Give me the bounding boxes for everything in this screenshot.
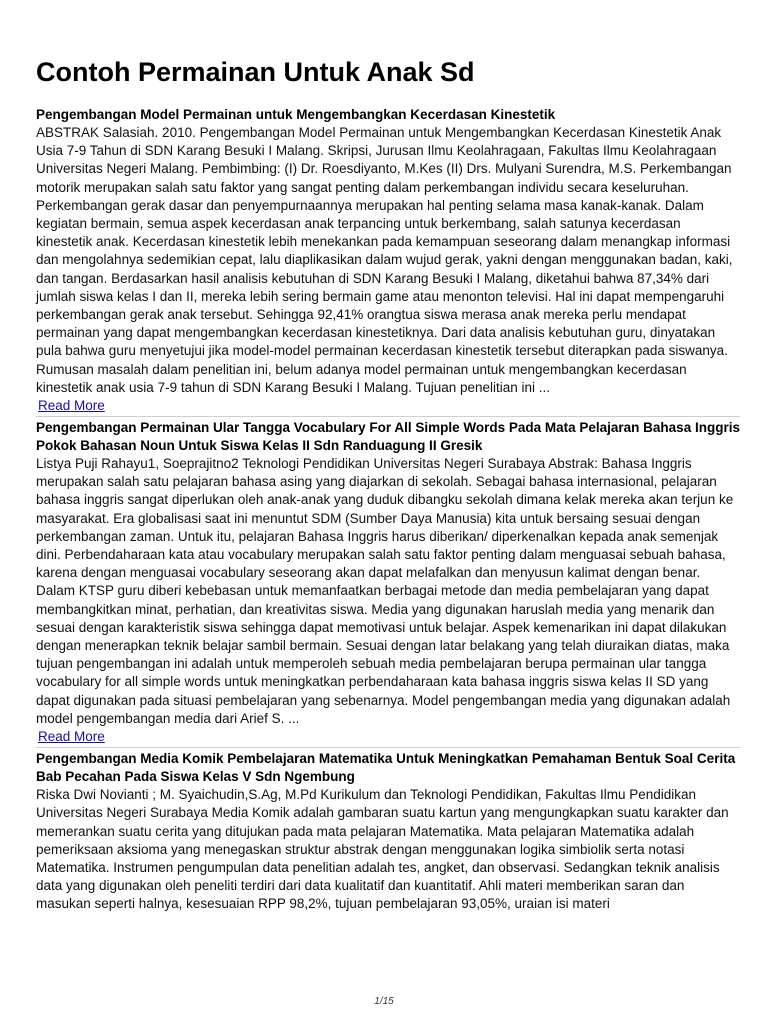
list-item	[36, 750, 740, 913]
divider	[36, 416, 740, 417]
page-number: 1/15	[374, 996, 394, 1007]
entry-title: Pengembangan Model Permainan untuk Mengembangkan Kecerdasan Kinestetik	[36, 107, 556, 122]
read-more-link[interactable]: Read More	[38, 398, 105, 414]
list-item	[36, 419, 740, 746]
entry-abstract: ABSTRAK Salasiah. 2010. Pengembangan Model Permainan untuk Mengembangkan Kecerdasan Kinestetik Anak Usia 7-9 Tahun di SDN Karang Besuki I Malang. Skripsi, Jurusan Ilmu Keolahragaan, Fakultas Ilmu Keolahragaan Universitas Negeri Malang. Pembimbing: (I) Dr. Roesdiyanto, M.Kes (II) Drs. Mulyani Surendra, M.S. Perkembangan motorik merupakan salah satu faktor yang sangat penting dalam perkembangan individu secara keseluruhan. Perkembangan gerak dasar dan penyempurnaannya merupakan hal penting selama masa kanak-kanak. Dalam kegiatan bermain, semua aspek kecerdasan anak terpancing untuk berkembang, salah satunya kecerdasan kinestetik anak. Kecerdasan kinestetik lebih menekankan pada kemampuan seseorang dalam menangkap informasi dan mengolahnya sedemikian cepat, lalu diaplikasikan dalam wujud gerak, yakni dengan menggunakan badan, kaki, dan tangan. Berdasarkan hasil analisis kebutuhan di SDN Karang Besuki I Malang, diketahui bahwa 87,34% dari jumlah siswa kelas I dan II, mereka lebih sering bermain game atau menonton televisi. Hal ini dapat mempengaruhi perkembangan gerak anak tersebut. Sehingga 92,41% orangtua siswa merasa anak mereka perlu mendapat permainan yang dapat mengembangkan kecerdasan kinestetiknya. Dari data analisis kebutuhan guru, dinyatakan pula bahwa guru menyetujui jika model-model permainan kecerdasan kinestetik tersebut diterapkan pada siswanya. Rumusan masalah dalam penelitian ini, belum adanya model permainan untuk mengembangkan kecerdasan kinestetik anak usia 7-9 tahun di SDN Karang Besuki I Malang. Tujuan penelitian ini ...	[36, 125, 733, 395]
entry-list	[36, 106, 740, 914]
divider	[36, 747, 740, 748]
read-more-link[interactable]: Read More	[38, 729, 105, 745]
page-title: Contoh Permainan Untuk Anak Sd	[36, 57, 475, 87]
entry-abstract: Listya Puji Rahayu1, Soeprajitno2 Teknologi Pendidikan Universitas Negeri Surabaya Abstrak: Bahasa Inggris merupakan salah satu pelajaran bahasa asing yang diajarkan di sekolah. Sebagai bahasa internasional, pelajaran bahasa inggris sangat diperlukan oleh anak-anak yang duduk dibangku sekolah dimana kelak mereka akan terjun ke masyarakat. Era globalisasi saat ini menuntut SDM (Sumber Daya Manusia) kita untuk bersaing sesuai dengan perkembangan zaman. Untuk itu, pelajaran Bahasa Inggris harus diberikan/ diperkenalkan kepada anak semenjak dini. Perbendaharaan kata atau vocabulary merupakan salah satu faktor penting dalam menguasai sebuah bahasa, karena dengan menguasai vocabulary seseorang akan dapat melafalkan dan menyusun kalimat dengan benar. Dalam KTSP guru diberi kebebasan untuk memanfaatkan berbagai metode dan media pembelajaran yang dapat membangkitkan minat, perhatian, dan kreativitas siswa. Media yang digunakan haruslah media yang menarik dan sesuai dengan karakteristik siswa sehingga dapat memotivasi untuk belajar. Aspek kemenarikan ini dapat dilakukan dengan menerapkan teknik belajar sambil bermain. Sesuai dengan latar belakang yang telah diuraikan diatas, maka tujuan pengembangan ini adalah untuk memperoleh sebuah media pembelajaran berupa permainan ular tangga vocabulary for all simple words untuk meningkatkan perbendaharaan kata bahasa inggris siswa kelas II SD yang dapat digunakan pada situasi pembelajaran yang sebenarnya. Model pengembangan media yang digunakan adalah model pengembangan media dari Arief S. ...	[36, 456, 734, 726]
entry-title: Pengembangan Permainan Ular Tangga Vocabulary For All Simple Words Pada Mata Pelajaran Bahasa Inggris Pokok Bahasan Noun Untuk Siswa Kelas II Sdn Randuagung II Gresik	[36, 420, 740, 454]
list-item	[36, 106, 740, 415]
entry-abstract: Riska Dwi Novianti ; M. Syaichudin,S.Ag, M.Pd Kurikulum dan Teknologi Pendidikan, Fakultas Ilmu Pendidikan Universitas Negeri Surabaya Media Komik adalah gambaran suatu kartun yang mengungkapkan suatu karakter dan memerankan suatu cerita yang ditujukan pada mata pelajaran Matematika. Mata pelajaran Matematika adalah pemeriksaan aksioma yang menegaskan struktur abstrak dengan menggunakan logika simbiolik serta notasi Matematika. Instrumen pengumpulan data penelitian adalah tes, angket, dan observasi. Sedangkan teknik analisis data yang digunakan oleh peneliti terdiri dari data kualitatif dan kuantitatif. Ahli materi memberikan saran dan masukan seperti halnya, kesesuaian RPP 98,2%, tujuan pembelajaran 93,05%, uraian isi materi	[36, 787, 729, 912]
entry-title: Pengembangan Media Komik Pembelajaran Matematika Untuk Meningkatkan Pemahaman Bentuk Soal Cerita Bab Pecahan Pada Siswa Kelas V Sdn Ngembung	[36, 751, 736, 785]
